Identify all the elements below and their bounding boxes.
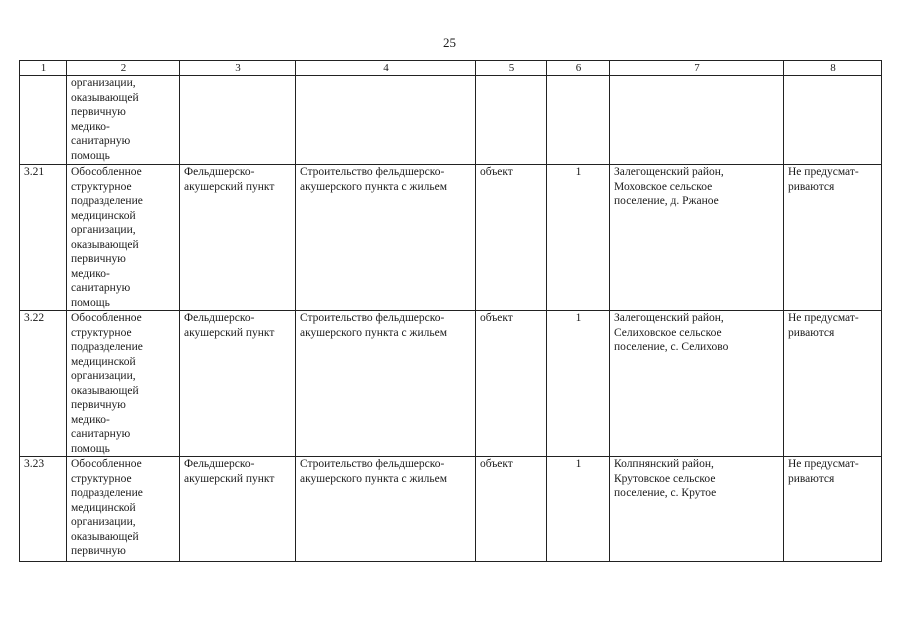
header-cell: 4 xyxy=(296,61,476,76)
page-number: 25 xyxy=(443,35,456,50)
header-cell: 5 xyxy=(476,61,547,76)
table-header-row xyxy=(20,61,882,76)
table-cell-quantity: 1 xyxy=(547,457,610,562)
table-cell xyxy=(784,76,882,165)
table-cell-activity: Строительство фельдшерско- акушерского пункта с жильем xyxy=(296,165,476,311)
table-cell-num: 3.23 xyxy=(20,457,67,562)
table-cell-facility: Фельдшерско- акушерский пункт xyxy=(180,165,296,311)
table-cell-activity: Строительство фельдшерско- акушерского пункта с жильем xyxy=(296,311,476,457)
table-cell-activity: Строительство фельдшерско- акушерского пункта с жильем xyxy=(296,457,476,562)
table-cell-location: Залегощенский район, Селиховское сельское поселение, с. Селихово xyxy=(610,311,784,457)
header-cell: 7 xyxy=(610,61,784,76)
header-cell: 6 xyxy=(547,61,610,76)
table-cell-facility: Фельдшерско- акушерский пункт xyxy=(180,457,296,562)
table-row xyxy=(20,311,882,457)
table-row-continuation xyxy=(20,76,882,165)
table-cell-organization-type: организации, оказывающей первичную медико- санитарную помощь xyxy=(67,76,180,165)
table-cell xyxy=(476,76,547,165)
table-cell-organization-type: Обособленное структурное подразделение медицинской организации, оказывающей первичную медико- санитарную помощь xyxy=(67,165,180,311)
document-table xyxy=(19,60,882,562)
table-row xyxy=(20,165,882,311)
table-cell-unit: объект xyxy=(476,165,547,311)
table-cell-unit: объект xyxy=(476,457,547,562)
table-cell-facility: Фельдшерско- акушерский пункт xyxy=(180,311,296,457)
table-cell-zones: Не предусмат- риваются xyxy=(784,165,882,311)
table-cell-unit: объект xyxy=(476,311,547,457)
table-cell-zones: Не предусмат- риваются xyxy=(784,311,882,457)
table-cell-location: Колпнянский район, Крутовское сельское поселение, с. Крутое xyxy=(610,457,784,562)
table-cell-num: 3.21 xyxy=(20,165,67,311)
header-cell: 8 xyxy=(784,61,882,76)
table-cell xyxy=(180,76,296,165)
table-cell-num xyxy=(20,76,67,165)
header-cell: 3 xyxy=(180,61,296,76)
table-cell-quantity: 1 xyxy=(547,311,610,457)
table-cell xyxy=(610,76,784,165)
table-cell-organization-type: Обособленное структурное подразделение медицинской организации, оказывающей первичную медико- санитарную помощь xyxy=(67,311,180,457)
table-cell-zones: Не предусмат- риваются xyxy=(784,457,882,562)
table-cell-organization-type: Обособленное структурное подразделение медицинской организации, оказывающей первичную xyxy=(67,457,180,562)
table-cell-num: 3.22 xyxy=(20,311,67,457)
table-cell-location: Залегощенский район, Моховское сельское поселение, д. Ржаное xyxy=(610,165,784,311)
table-row xyxy=(20,457,882,562)
header-cell: 1 xyxy=(20,61,67,76)
table-cell xyxy=(296,76,476,165)
header-cell: 2 xyxy=(67,61,180,76)
table-cell-quantity: 1 xyxy=(547,165,610,311)
table-cell xyxy=(547,76,610,165)
